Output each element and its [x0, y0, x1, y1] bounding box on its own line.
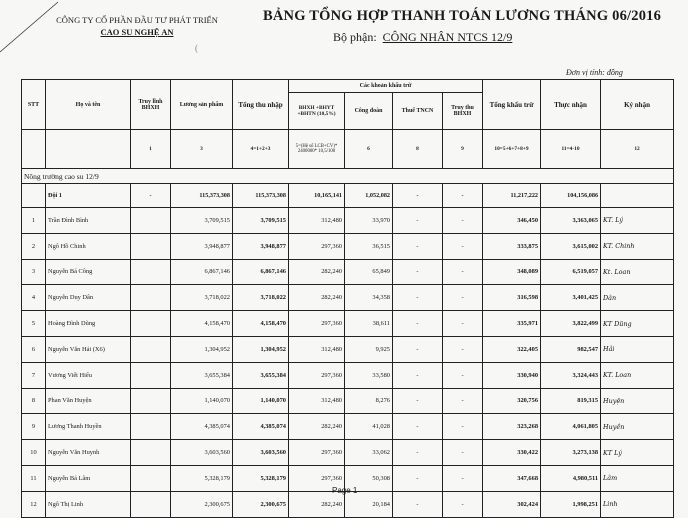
cell-luong-sp: 3,948,877: [171, 233, 233, 259]
employee-row: [22, 285, 674, 311]
cell-thuc-nhan: 819,315: [541, 388, 601, 414]
cell-tong-khau-tru: 348,089: [483, 259, 541, 285]
cell-thue: -: [393, 491, 443, 517]
cell-luong-sp: 5,328,179: [171, 465, 233, 491]
colnum-3: 3: [171, 130, 233, 169]
cell-thue: -: [393, 362, 443, 388]
cell-truy-thu: -: [443, 259, 483, 285]
cell-tong-khau-tru: 320,756: [483, 388, 541, 414]
cell-name: Phan Văn Huyện: [46, 388, 131, 414]
cell-thuc-nhan: 4,980,511: [541, 465, 601, 491]
cell-luong-sp: 3,603,560: [171, 440, 233, 466]
team-label: Đội 1: [46, 184, 131, 208]
cell-thue: -: [393, 414, 443, 440]
cell-tong-thu-nhap: 3,655,384: [233, 362, 289, 388]
cell-bhxh: 297,360: [289, 362, 345, 388]
header-luong-san-pham: Lương sản phẩm: [171, 80, 233, 130]
cell-bhxh: 312,480: [289, 388, 345, 414]
team-bhxh: 10,165,141: [289, 184, 345, 208]
colnum-0: [22, 130, 46, 169]
cell-bhxh: 297,360: [289, 233, 345, 259]
cell-stt: 12: [22, 491, 46, 517]
scan-mark: (: [195, 43, 198, 53]
cell-stt: 4: [22, 285, 46, 311]
cell-luong-sp: 3,709,515: [171, 208, 233, 234]
cell-truy-linh: [131, 388, 171, 414]
cell-truy-thu: -: [443, 336, 483, 362]
employee-row: [22, 233, 674, 259]
cell-tong-thu-nhap: 4,158,470: [233, 311, 289, 337]
cell-cong-doan: 36,515: [345, 233, 393, 259]
employee-row: [22, 311, 674, 337]
cell-signature: KT. Loan: [601, 362, 674, 388]
cell-truy-thu: -: [443, 208, 483, 234]
cell-name: Lương Thanh Huyền: [46, 414, 131, 440]
employee-row: [22, 491, 674, 517]
company-header: [42, 14, 232, 38]
employee-row: [22, 208, 674, 234]
cell-name: Vương Viết Hiếu: [46, 362, 131, 388]
cell-thue: -: [393, 311, 443, 337]
team-luong-sp: 115,373,308: [171, 184, 233, 208]
cell-signature: Lâm: [601, 465, 674, 491]
cell-cong-doan: 20,184: [345, 491, 393, 517]
company-name-line1: CÔNG TY CỔ PHẦN ĐẦU TƯ PHÁT TRIỂN: [56, 15, 218, 25]
cell-stt: 10: [22, 440, 46, 466]
cell-bhxh: 282,240: [289, 414, 345, 440]
colnum-11: 12: [601, 130, 674, 169]
group-row: [22, 169, 674, 184]
cell-stt: 8: [22, 388, 46, 414]
cell-cong-doan: 50,308: [345, 465, 393, 491]
cell-thuc-nhan: 3,324,443: [541, 362, 601, 388]
cell-tong-thu-nhap: 1,304,952: [233, 336, 289, 362]
cell-thuc-nhan: 6,519,057: [541, 259, 601, 285]
employee-row: [22, 414, 674, 440]
cell-cong-doan: 33,062: [345, 440, 393, 466]
cell-thuc-nhan: 3,822,499: [541, 311, 601, 337]
cell-stt: 5: [22, 311, 46, 337]
header-stt: STT: [22, 80, 46, 130]
cell-truy-linh: [131, 259, 171, 285]
cell-name: Nguyễn Văn Huynh: [46, 440, 131, 466]
cell-stt: 6: [22, 336, 46, 362]
cell-stt: 1: [22, 208, 46, 234]
cell-signature: KT Lý: [601, 440, 674, 466]
cell-thuc-nhan: 3,273,138: [541, 440, 601, 466]
cell-bhxh: 282,240: [289, 285, 345, 311]
colnum-6: 6: [345, 130, 393, 169]
cell-thuc-nhan: 3,363,065: [541, 208, 601, 234]
cell-tong-khau-tru: 330,422: [483, 440, 541, 466]
cell-truy-linh: [131, 465, 171, 491]
colnum-8: 9: [443, 130, 483, 169]
cell-truy-thu: -: [443, 311, 483, 337]
cell-thue: -: [393, 388, 443, 414]
cell-name: Trần Đình Bình: [46, 208, 131, 234]
cell-cong-doan: 33,970: [345, 208, 393, 234]
cell-tong-khau-tru: 330,940: [483, 362, 541, 388]
cell-signature: Kt. Loan: [601, 259, 674, 285]
cell-signature: KT. Chinh: [601, 233, 674, 259]
cell-tong-khau-tru: 347,668: [483, 465, 541, 491]
colnum-7: 8: [393, 130, 443, 169]
header-bhxh: BHXH +BHYT +BHTN (10,5%): [289, 93, 345, 130]
cell-thuc-nhan: 982,547: [541, 336, 601, 362]
cell-stt: 2: [22, 233, 46, 259]
team-truy-linh: -: [131, 184, 171, 208]
cell-truy-linh: [131, 233, 171, 259]
cell-luong-sp: 1,304,952: [171, 336, 233, 362]
cell-bhxh: 282,240: [289, 259, 345, 285]
cell-tong-thu-nhap: 5,328,179: [233, 465, 289, 491]
employee-row: [22, 440, 674, 466]
cell-cong-doan: 65,849: [345, 259, 393, 285]
cell-truy-thu: -: [443, 285, 483, 311]
header-thue: Thuế TNCN: [393, 93, 443, 130]
cell-bhxh: 297,360: [289, 440, 345, 466]
cell-stt: 11: [22, 465, 46, 491]
cell-bhxh: 312,480: [289, 336, 345, 362]
cell-thue: -: [393, 336, 443, 362]
page-number: Page 1: [332, 486, 358, 495]
cell-truy-thu: -: [443, 465, 483, 491]
cell-name: Nguyễn Bá Lâm: [46, 465, 131, 491]
cell-truy-linh: [131, 440, 171, 466]
cell-luong-sp: 3,718,022: [171, 285, 233, 311]
group-label: Nông trường cao su 12/9: [22, 169, 674, 184]
colnum-9: 10=5+6+7+8+9: [483, 130, 541, 169]
header-cong-doan: Công đoàn: [345, 93, 393, 130]
cell-truy-linh: [131, 414, 171, 440]
cell-truy-linh: [131, 362, 171, 388]
employee-row: [22, 259, 674, 285]
cell-truy-linh: [131, 336, 171, 362]
cell-bhxh: 312,480: [289, 208, 345, 234]
cell-truy-linh: [131, 311, 171, 337]
cell-truy-linh: [131, 208, 171, 234]
cell-bhxh: 297,360: [289, 465, 345, 491]
cell-thuc-nhan: 3,401,425: [541, 285, 601, 311]
team-total-row: [22, 184, 674, 208]
cell-truy-thu: -: [443, 233, 483, 259]
cell-tong-khau-tru: 335,971: [483, 311, 541, 337]
cell-tong-thu-nhap: 3,709,515: [233, 208, 289, 234]
cell-cong-doan: 9,925: [345, 336, 393, 362]
cell-tong-thu-nhap: 2,300,675: [233, 491, 289, 517]
cell-name: Ngô Thị Linh: [46, 491, 131, 517]
cell-bhxh: 297,360: [289, 311, 345, 337]
team-thue: -: [393, 184, 443, 208]
cell-tong-khau-tru: 322,405: [483, 336, 541, 362]
cell-truy-thu: -: [443, 440, 483, 466]
cell-cong-doan: 8,276: [345, 388, 393, 414]
cell-tong-khau-tru: 316,598: [483, 285, 541, 311]
cell-thue: -: [393, 440, 443, 466]
header-truy-thu: Truy thu BHXH: [443, 93, 483, 130]
cell-tong-thu-nhap: 6,867,146: [233, 259, 289, 285]
cell-thuc-nhan: 4,061,805: [541, 414, 601, 440]
header-deductions-group: Các khoản khấu trừ: [289, 80, 483, 93]
cell-tong-khau-tru: 302,424: [483, 491, 541, 517]
cell-cong-doan: 34,358: [345, 285, 393, 311]
cell-thue: -: [393, 465, 443, 491]
department-line: [333, 30, 512, 45]
cell-thue: -: [393, 285, 443, 311]
header-tong-thu-nhap: Tổng thu nhập: [233, 80, 289, 130]
employee-row: [22, 362, 674, 388]
cell-luong-sp: 3,655,384: [171, 362, 233, 388]
employee-row: [22, 388, 674, 414]
cell-name: Nguyễn Văn Hải (X6): [46, 336, 131, 362]
cell-truy-thu: -: [443, 414, 483, 440]
cell-stt: 9: [22, 414, 46, 440]
cell-stt: 7: [22, 362, 46, 388]
cell-tong-thu-nhap: 3,603,560: [233, 440, 289, 466]
cell-signature: Linh: [601, 491, 674, 517]
cell-signature: KT. Lý: [601, 208, 674, 234]
cell-tong-khau-tru: 346,450: [483, 208, 541, 234]
column-number-row: [22, 130, 674, 169]
cell-luong-sp: 1,140,070: [171, 388, 233, 414]
cell-truy-linh: [131, 491, 171, 517]
header-truy-linh: Truy lĩnh BHXH: [131, 80, 171, 130]
header-name: Họ và tên: [46, 80, 131, 130]
cell-thue: -: [393, 233, 443, 259]
colnum-10: 11=4-10: [541, 130, 601, 169]
cell-truy-thu: -: [443, 362, 483, 388]
cell-signature: KT Dũng: [601, 311, 674, 337]
cell-stt: 3: [22, 259, 46, 285]
cell-truy-thu: -: [443, 491, 483, 517]
cell-thuc-nhan: 3,615,002: [541, 233, 601, 259]
cell-signature: Huyện: [601, 388, 674, 414]
cell-thue: -: [393, 208, 443, 234]
colnum-1: [46, 130, 131, 169]
cell-name: Ngô Hồ Chinh: [46, 233, 131, 259]
team-sig: [601, 184, 674, 208]
cell-truy-linh: [131, 285, 171, 311]
department-value: CÔNG NHÂN NTCS 12/9: [382, 30, 513, 44]
cell-name: Nguyễn Duy Dân: [46, 285, 131, 311]
payroll-table: [21, 79, 674, 518]
colnum-2: 1: [131, 130, 171, 169]
team-truy-thu: -: [443, 184, 483, 208]
colnum-4: 4=1+2+3: [233, 130, 289, 169]
cell-luong-sp: 4,385,074: [171, 414, 233, 440]
cell-name: Nguyễn Bá Công: [46, 259, 131, 285]
cell-signature: Hải: [601, 336, 674, 362]
document-title: BẢNG TỔNG HỢP THANH TOÁN LƯƠNG THÁNG 06/2016: [263, 8, 662, 24]
cell-truy-thu: -: [443, 388, 483, 414]
cell-thue: -: [393, 259, 443, 285]
unit-note: Đơn vị tính: đồng: [566, 68, 623, 77]
team-tong-thu-nhap: 115,373,308: [233, 184, 289, 208]
department-label: Bộ phận:: [333, 30, 377, 44]
colnum-5: 5=(Hệ số LCB+CV)* 2400000* 10,5/100: [289, 130, 345, 169]
cell-tong-thu-nhap: 1,140,070: [233, 388, 289, 414]
cell-cong-doan: 38,611: [345, 311, 393, 337]
cell-luong-sp: 6,867,146: [171, 259, 233, 285]
cell-cong-doan: 33,580: [345, 362, 393, 388]
header-tong-khau-tru: Tổng khấu trừ: [483, 80, 541, 130]
cell-tong-khau-tru: 323,268: [483, 414, 541, 440]
cell-luong-sp: 2,300,675: [171, 491, 233, 517]
header-thuc-nhan: Thực nhận: [541, 80, 601, 130]
team-cong-doan: 1,052,082: [345, 184, 393, 208]
cell-tong-thu-nhap: 3,948,877: [233, 233, 289, 259]
cell-tong-thu-nhap: 4,385,074: [233, 414, 289, 440]
header-ky-nhan: Ký nhận: [601, 80, 674, 130]
cell-luong-sp: 4,158,470: [171, 311, 233, 337]
cell-tong-khau-tru: 333,875: [483, 233, 541, 259]
cell-bhxh: 282,240: [289, 491, 345, 517]
company-name-line2: CAO SU NGHỆ AN: [100, 27, 174, 37]
cell-signature: Huyền: [601, 414, 674, 440]
cell-name: Hoàng Đình Dũng: [46, 311, 131, 337]
cell-cong-doan: 41,028: [345, 414, 393, 440]
team-thuc-nhan: 104,156,086: [541, 184, 601, 208]
team-stt: [22, 184, 46, 208]
cell-signature: Dân: [601, 285, 674, 311]
cell-tong-thu-nhap: 3,718,022: [233, 285, 289, 311]
team-tong-khau-tru: 11,217,222: [483, 184, 541, 208]
cell-thuc-nhan: 1,998,251: [541, 491, 601, 517]
employee-row: [22, 336, 674, 362]
